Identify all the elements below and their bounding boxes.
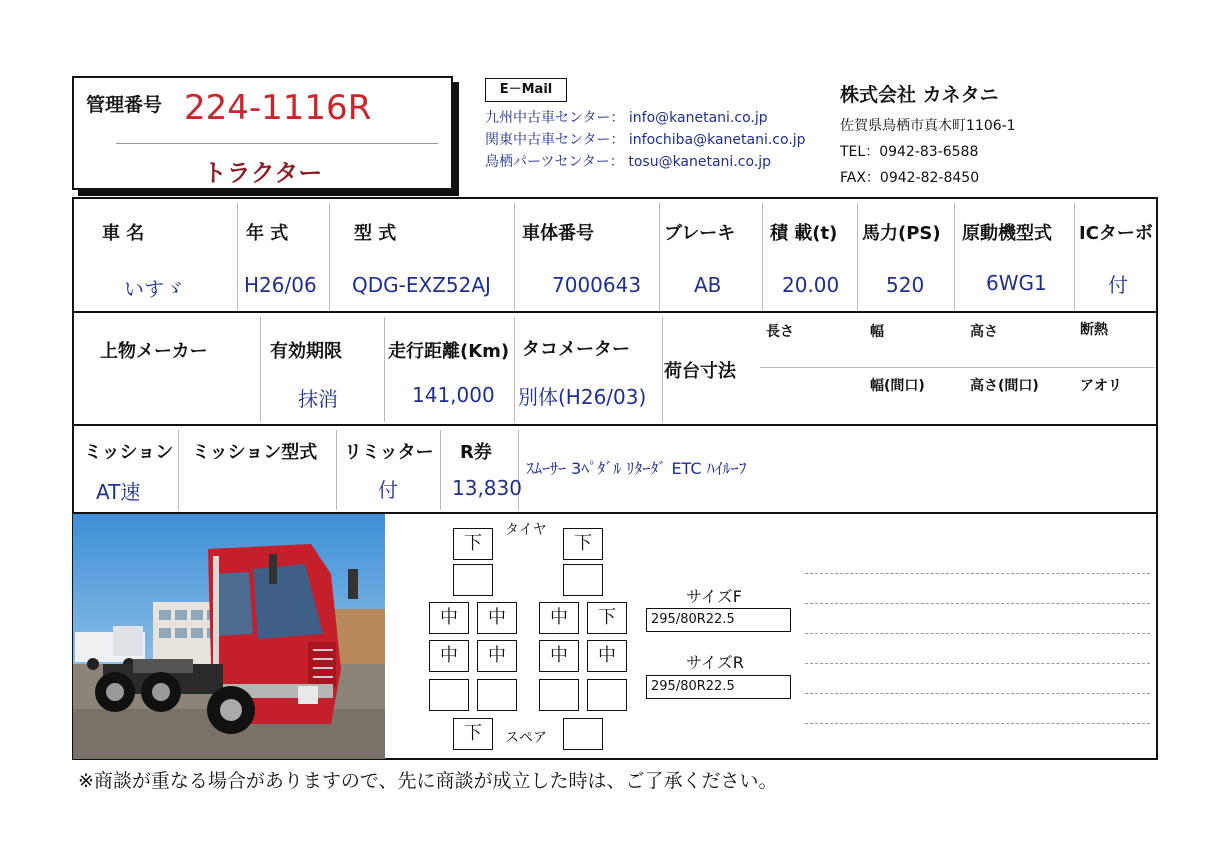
spec-section-2 (72, 313, 1158, 426)
divider (336, 430, 337, 510)
tire-front-left: 下 (453, 528, 493, 560)
tire-r1-2: 中 (477, 602, 517, 634)
header-engine: 原動機型式 (962, 223, 1052, 244)
note-line (805, 663, 1150, 664)
divider (1074, 203, 1075, 311)
header-brake: ブレーキ (664, 223, 736, 244)
tire-r3-1 (429, 679, 469, 711)
id-label: 管理番号 (86, 94, 163, 116)
cargo-open-width: 幅(間口) (870, 378, 925, 394)
header-transmission-type: ミッション型式 (192, 442, 318, 463)
divider (384, 317, 385, 422)
header-body-maker: 上物メーカー (100, 341, 208, 362)
spec-section-1 (72, 197, 1158, 313)
cargo-width: 幅 (870, 324, 884, 340)
divider (514, 203, 515, 311)
divider (659, 203, 660, 311)
header-model: 型 式 (354, 223, 397, 244)
header-turbo: ICターボ (1079, 223, 1153, 244)
note-line (805, 573, 1150, 574)
size-rear-value: 295/80R22.5 (646, 675, 791, 699)
id-number: 224-1116R (184, 88, 372, 128)
divider (440, 430, 441, 510)
cargo-length: 長さ (766, 324, 794, 340)
divider (662, 317, 663, 422)
header-hp: 馬力(PS) (862, 223, 941, 244)
value-mileage: 141,000 (412, 383, 495, 407)
tire-spare-2 (563, 718, 603, 750)
value-load: 20.00 (782, 273, 840, 297)
tire-front-right-blank (563, 564, 603, 596)
note-line (805, 633, 1150, 634)
email-center: 九州中古車センター： (485, 110, 625, 126)
tire-r2-2: 中 (477, 640, 517, 672)
divider (760, 367, 1155, 368)
company-name: 株式会社 カネタニ (840, 84, 999, 106)
spec-section-3 (72, 426, 1158, 514)
note-line (805, 603, 1150, 604)
email-row (485, 107, 768, 127)
value-model: QDG-EXZ52AJ (352, 273, 491, 297)
header-cargo-dims: 荷台寸法 (664, 361, 736, 382)
company-tel: TEL：0942-83-6588 (840, 144, 979, 160)
header-name: 車 名 (102, 223, 145, 244)
divider (329, 203, 330, 311)
tire-r1-1: 中 (429, 602, 469, 634)
size-front-label: サイズF (686, 587, 742, 606)
company-fax: FAX：0942-82-8450 (840, 170, 980, 186)
tire-r1-4: 下 (587, 602, 627, 634)
tire-front-left-blank (453, 564, 493, 596)
value-transmission: AT速 (96, 480, 141, 504)
divider (116, 143, 438, 144)
tire-r2-3: 中 (539, 640, 579, 672)
value-turbo: 付 (1108, 273, 1128, 297)
header-transmission: ミッション (84, 442, 174, 463)
email-address[interactable]: info@kanetani.co.jp (628, 110, 768, 126)
cargo-insulation: 断熱 (1080, 322, 1108, 338)
value-brake: AB (694, 273, 722, 297)
spare-label: スペア (505, 730, 547, 746)
value-chassis: 7000643 (552, 273, 642, 297)
size-rear-label: サイズR (686, 653, 744, 672)
header-load: 積 載(t) (770, 223, 838, 244)
divider (260, 317, 261, 422)
value-tachometer: 別体(H26/03) (518, 385, 647, 409)
email-tag: E－Mail (485, 78, 567, 102)
tire-r3-3 (539, 679, 579, 711)
email-center: 関東中古車センター： (485, 132, 625, 148)
tire-r2-4: 中 (587, 640, 627, 672)
tire-r3-2 (477, 679, 517, 711)
size-front-value: 295/80R22.5 (646, 608, 791, 632)
note-line (805, 693, 1150, 694)
tire-r1-3: 中 (539, 602, 579, 634)
value-r-ticket: 13,830 (452, 476, 522, 500)
email-address[interactable]: infochiba@kanetani.co.jp (628, 132, 806, 148)
divider (178, 430, 179, 510)
cargo-height: 高さ (970, 324, 998, 340)
tire-front-right: 下 (563, 528, 603, 560)
header-mileage: 走行距離(Km) (388, 341, 510, 362)
tire-r3-4 (587, 679, 627, 711)
tire-label: タイヤ (505, 522, 547, 538)
email-address[interactable]: tosu@kanetani.co.jp (628, 154, 772, 170)
value-hp: 520 (886, 273, 925, 297)
value-limiter: 付 (378, 478, 398, 502)
divider (857, 203, 858, 311)
header-chassis: 車体番号 (522, 223, 594, 244)
truck-photo (73, 514, 385, 759)
vehicle-type: トラクター (202, 159, 323, 187)
divider (514, 317, 515, 422)
company-address: 佐賀県鳥栖市真木町1106-1 (840, 118, 1016, 134)
email-row (485, 151, 771, 171)
header-limiter: リミッター (344, 442, 434, 463)
divider (762, 203, 763, 311)
header-r-ticket: R券 (460, 442, 492, 463)
value-expiry: 抹消 (298, 387, 338, 411)
footer-note: ※商談が重なる場合がありますので、先に商談が成立した時は、ご了承ください。 (78, 770, 778, 792)
tire-spare-1: 下 (453, 718, 493, 750)
divider (237, 203, 238, 311)
header-year: 年 式 (246, 223, 289, 244)
company-info (840, 80, 1016, 187)
value-features: ｽﾑｰｻｰ 3ﾍﾟﾀﾞﾙ ﾘﾀｰﾀﾞ ETC ﾊｲﾙｰﾌ (526, 459, 747, 478)
value-year: H26/06 (244, 273, 317, 297)
divider (954, 203, 955, 311)
cargo-open-height: 高さ(間口) (970, 378, 1039, 394)
email-center: 鳥栖パーツセンター： (485, 154, 624, 170)
note-line (805, 723, 1150, 724)
cargo-aori: アオリ (1080, 378, 1122, 394)
header-tachometer: タコメーター (522, 339, 630, 360)
tire-r2-1: 中 (429, 640, 469, 672)
id-box (72, 76, 453, 190)
header-expiry: 有効期限 (270, 341, 342, 362)
value-engine: 6WG1 (986, 271, 1047, 295)
value-name: いすゞ (124, 277, 184, 301)
email-row (485, 129, 806, 149)
